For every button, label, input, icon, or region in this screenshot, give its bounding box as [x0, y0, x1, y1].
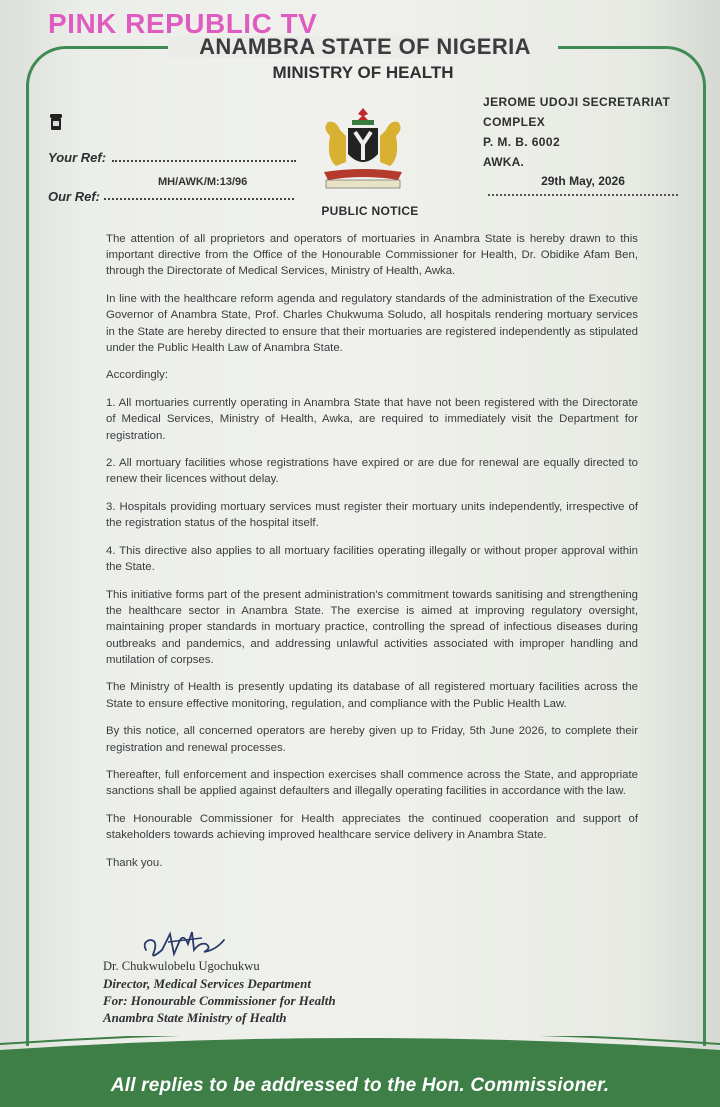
body-paragraph: By this notice, all concerned operators are hereby given up to Friday, 5th June 2026, to complete their registration and renewal processes.: [106, 725, 638, 754]
notice-title: PUBLIC NOTICE: [321, 204, 419, 218]
watermark-text: PINK REPUBLIC TV: [48, 8, 318, 39]
address-line: P. M. B. 6002: [483, 135, 561, 149]
body-paragraph: Thereafter, full enforcement and inspection exercises shall commence across the State, and appropriate sanctions shall be applied against defaulters and illegally operating facilities in accordance with the law.: [106, 769, 638, 798]
footer-text: All replies to be addressed to the Hon. Commissioner.: [110, 1075, 610, 1096]
body-paragraph: In line with the healthcare reform agenda and regulatory standards of the administration of the Executive Governor of Anambra State, Prof. Charles Chukwuma Soludo, all hospitals rendering mortuary services in the State are hereby directed to ensure that their mortuaries are registered independently as stipulated under the Public Health Law of Anambra State.: [106, 293, 638, 354]
body-paragraph: 4. This directive also applies to all mortuary facilities operating illegally or without proper approval within the State.: [106, 545, 638, 574]
address-line: AWKA.: [483, 155, 524, 169]
our-ref-line: [104, 186, 294, 200]
state-heading: ANAMBRA STATE OF NIGERIA: [199, 34, 531, 59]
our-ref-label: Our Ref:: [48, 189, 100, 204]
address-line: JEROME UDOJI SECRETARIAT: [483, 95, 671, 109]
ministry-heading: MINISTRY OF HEALTH: [272, 63, 454, 82]
date-text: 29th May, 2026: [541, 174, 625, 188]
your-ref-line: [112, 148, 296, 162]
body-paragraph: The Ministry of Health is presently updating its database of all registered mortuary facilities across the State to ensure effective monitoring, regulation, and compliance with the Public Health Law.: [106, 681, 638, 710]
signatory-for: For: Honourable Commissioner for Health: [103, 993, 336, 1008]
body-paragraph: The attention of all proprietors and operators of mortuaries in Anambra State is hereby drawn to this important directive from the Office of the Honourable Commissioner for Health, Dr. Obidike Afam Ben, through the Directorate of Medical Services, Ministry of Health, Awka.: [106, 233, 638, 278]
body-paragraph: 2. All mortuary facilities whose registrations have expired or are due for renewal are equally directed to renew their licences without delay.: [106, 457, 638, 486]
letter-date: [488, 174, 678, 196]
notice-body: [106, 231, 638, 883]
body-paragraph: This initiative forms part of the present administration's commitment towards sanitising and strengthening the healthcare sector in Anambra State. The exercise is aimed at improving regulatory oversight, maintaining proper standards in mortuary practice, controlling the spread of infectious diseases during outbreaks and pandemics, and addressing unlawful activities associated with improper handling and mutilation of corpses.: [106, 588, 638, 666]
body-paragraph: 1. All mortuaries currently operating in Anambra State that have not been registered with the Directorate of Medical Services, Ministry of Health, Awka, are required to immediately visit the Department for registration.: [106, 397, 638, 442]
coat-of-arms-icon: [308, 106, 418, 196]
signatory-name: Dr. Chukwulobelu Ugochukwu: [103, 959, 260, 973]
telephone-icon: [48, 113, 64, 131]
body-paragraph: 3. Hospitals providing mortuary services must register their mortuary units independently, irrespective of the registration status of the hospital itself.: [106, 501, 638, 530]
signoff-block: [103, 958, 336, 1026]
signatory-ministry: Anambra State Ministry of Health: [103, 1010, 287, 1025]
your-ref-label: Your Ref:: [48, 150, 107, 165]
body-paragraph: Thank you.: [106, 857, 163, 870]
address-line: COMPLEX: [483, 115, 546, 129]
body-paragraph: Accordingly:: [106, 369, 169, 382]
signatory-title: Director, Medical Services Department: [103, 976, 311, 991]
our-ref-value: MH/AWK/M:13/96: [158, 176, 248, 188]
address-block: [483, 92, 670, 172]
body-paragraph: The Honourable Commissioner for Health appreciates the continued cooperation and support of stakeholders towards achieving improved healthcare service delivery in Anambra State.: [106, 813, 638, 842]
